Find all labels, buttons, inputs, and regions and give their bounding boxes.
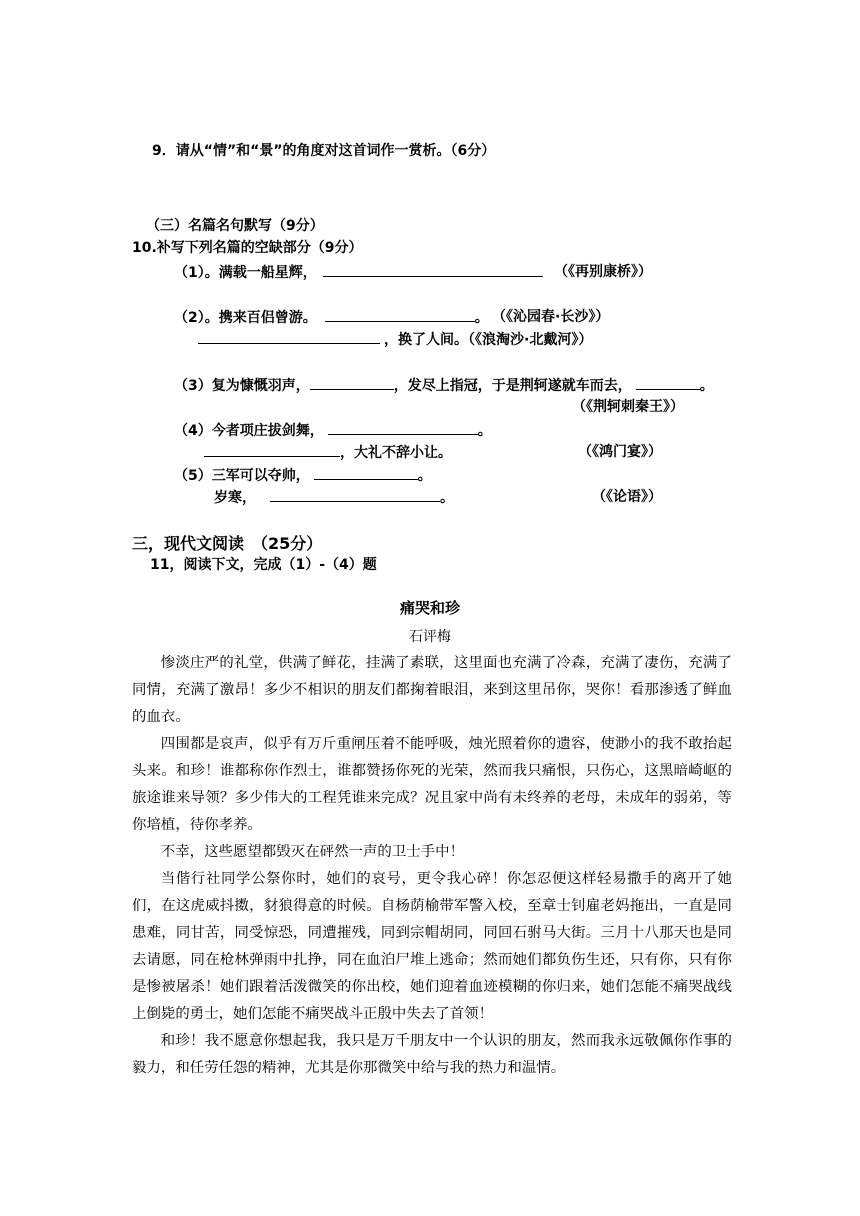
fill-item-4-line2	[204, 442, 452, 463]
fill-item-4	[174, 420, 492, 441]
fill-item-2	[174, 307, 489, 328]
answer-blank[interactable]	[204, 442, 340, 457]
question-9: 9．请从“情”和“景”的角度对这首词作一赏析。（6分）	[152, 143, 496, 159]
article-paragraph: 四围都是哀声，似乎有万斤重闸压着不能呼吸，烛光照着你的遗容，使渺小的我不敢抬起头来。和珍！谁都称你作烈士，谁都赞扬你死的光荣，然而我只痛恨，只伤心，这黑暗崎岖的旅途谁来导领？多少伟大的工程凭谁来完成？况且家中尚有未终养的老母，未成年的弱弟，等你培植，待你孝养。	[132, 736, 732, 833]
fill-item-5-line2-text: 岁寒，	[214, 490, 256, 506]
article-author: 石评梅	[409, 629, 451, 645]
fill-item-2-end: 。	[474, 310, 489, 326]
fill-item-4-line2-text: ，大礼不辞小让。	[340, 445, 452, 461]
fill-item-2-text: （2）。携来百侣曾游。	[174, 310, 317, 326]
fill-item-3	[174, 375, 714, 396]
article-paragraph: 不幸，这些愿望都毁灭在砰然一声的卫士手中！	[160, 844, 465, 860]
fill-item-5-line2	[214, 487, 454, 508]
section-heading-mingpian: （三）名篇名句默写（9分）	[146, 218, 324, 234]
fill-item-3-text: （3）复为慷慨羽声，	[174, 378, 310, 394]
fill-item-1-text: （1）。满载一船星辉，	[174, 265, 317, 281]
question-10: 10.补写下列名篇的空缺部分（9分）	[132, 240, 363, 256]
answer-blank[interactable]	[310, 375, 394, 390]
fill-item-5-source: （《论语》）	[592, 489, 662, 505]
fill-item-3-mid: ，发尽上指冠，于是荆轲遂就车而去，	[393, 378, 632, 394]
article-title: 痛哭和珍	[399, 599, 460, 617]
fill-item-4-source: （《鸿门宴》）	[578, 444, 662, 460]
article-paragraph: 惨淡庄严的礼堂，供满了鲜花，挂满了素联，这里面也充满了冷森，充满了凄伤，充满了同情，充满了激昂！多少不相识的朋友们都掬着眼泪，来到这里吊你，哭你！看那渗透了鲜血的血衣。	[132, 655, 732, 725]
article-paragraph: 和珍！我不愿意你想起我，我只是万千朋友中一个认识的朋友，然而我永远敬佩你作事的毅力，和任劳任怨的精神，尤其是你那微笑中给与我的热力和温情。	[132, 1033, 732, 1076]
answer-blank[interactable]	[636, 375, 700, 390]
question-11: 11，阅读下文，完成（1）-（4）题	[150, 557, 377, 573]
section-heading-reading: 三，现代文阅读 （25分）	[132, 534, 323, 553]
fill-item-1-source: （《再别康桥》）	[554, 264, 652, 280]
answer-blank[interactable]	[325, 307, 475, 322]
article-paragraph: 当偕行社同学公祭你时，她们的哀号，更令我心碎！你怎忍便这样轻易撒手的离开了她们，在这虎威抖擞，豺狼得意的时候。自杨荫榆带军警入校，至章士钊雇老妈拖出，一直是同患难，同甘苦，同受惊恐，同遭摧残，同到宗帽胡同，同回石驸马大街。三月十八那天也是同去请愿，同在枪林弹雨中扎挣，同在血泊尸堆上逃命；然而她们都负伤生还，只有你，只有你是惨被屠杀！她们跟着活泼微笑的你出校，她们迎着血迹模糊的你归来，她们怎能不痛哭战线上倒毙的勇士，她们怎能不痛哭战斗正殷中失去了首领！	[132, 871, 732, 1022]
fill-item-2-line2	[198, 329, 592, 350]
fill-item-4-text: （4）今者项庄拔剑舞，	[174, 423, 324, 439]
fill-item-1	[174, 262, 543, 283]
fill-item-4-end: 。	[477, 423, 492, 439]
fill-item-3-source: （《荆轲刺秦王》）	[572, 399, 684, 415]
answer-blank[interactable]	[270, 487, 440, 502]
fill-item-2-line2-text: ，换了人间。（《浪淘沙·北戴河》）	[384, 332, 593, 348]
answer-blank[interactable]	[323, 262, 543, 277]
answer-blank[interactable]	[328, 420, 478, 435]
fill-item-5-end: 。	[417, 468, 432, 484]
answer-blank[interactable]	[314, 465, 418, 480]
fill-item-5-line2-end: 。	[440, 490, 454, 506]
answer-blank[interactable]	[198, 329, 380, 344]
fill-item-5	[174, 465, 432, 486]
fill-item-2-source: （《沁园春·长沙》）	[492, 309, 610, 325]
fill-item-3-end: 。	[699, 378, 714, 394]
fill-item-5-text: （5）三军可以夺帅，	[174, 468, 310, 484]
